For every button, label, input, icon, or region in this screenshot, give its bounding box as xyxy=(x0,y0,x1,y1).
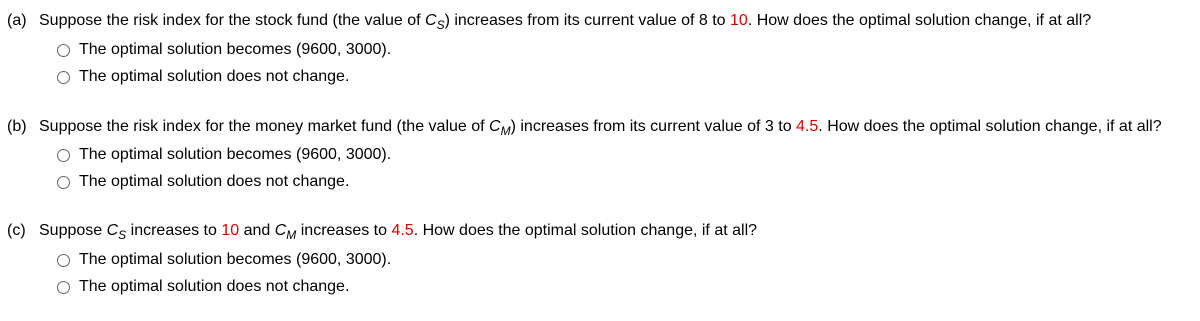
question-c-text: (c) Suppose $C_S$ increases to 10 and $C_M$ increases to 4.5. How does the optimal solution change, if at all? xyxy=(7,222,758,242)
question-c-label: (c) xyxy=(7,222,26,239)
question-a-text: (a) Suppose the risk index for the stock fund (the value of $C_S$) increases from its current value of 8 to 10. How does the optimal solution change, if at all? xyxy=(7,12,1092,32)
option-b-1[interactable] xyxy=(57,145,391,165)
option-c-1[interactable] xyxy=(57,250,391,270)
option-a-1[interactable] xyxy=(57,40,391,60)
option-label: The optimal solution does not change. xyxy=(79,68,350,85)
radio-button[interactable] xyxy=(57,254,70,267)
new-value: 10 xyxy=(730,12,748,29)
variable-cm: $C_M$ xyxy=(489,118,511,138)
radio-button[interactable] xyxy=(57,44,70,57)
question-a-label: (a) xyxy=(7,12,27,29)
radio-button[interactable] xyxy=(57,71,70,84)
radio-button[interactable] xyxy=(57,281,70,294)
option-b-2[interactable] xyxy=(57,172,349,192)
option-label: The optimal solution does not change. xyxy=(79,278,350,295)
variable-cs: $C_S$ xyxy=(106,222,127,242)
option-label: The optimal solution becomes (9600, 3000). xyxy=(79,146,392,163)
option-label: The optimal solution becomes (9600, 3000). xyxy=(79,41,392,58)
new-value-cm: 4.5 xyxy=(391,222,414,239)
option-label: The optimal solution does not change. xyxy=(79,173,350,190)
new-value-cs: 10 xyxy=(221,222,240,239)
new-value: 4.5 xyxy=(796,118,819,135)
variable-cm: $C_M$ xyxy=(274,222,297,242)
variable-cs: $C_S$ xyxy=(425,12,445,32)
option-label: The optimal solution becomes (9600, 3000). xyxy=(79,251,392,268)
question-b-text: (b) Suppose the risk index for the money market fund (the value of $C_M$) increases from its current value of 3 to 4.5. How does the optimal solution change, if at all? xyxy=(7,118,1162,138)
question-b-label: (b) xyxy=(7,118,27,135)
radio-button[interactable] xyxy=(57,149,70,162)
option-a-2[interactable] xyxy=(57,67,349,87)
radio-button[interactable] xyxy=(57,176,70,189)
option-c-2[interactable] xyxy=(57,277,349,297)
